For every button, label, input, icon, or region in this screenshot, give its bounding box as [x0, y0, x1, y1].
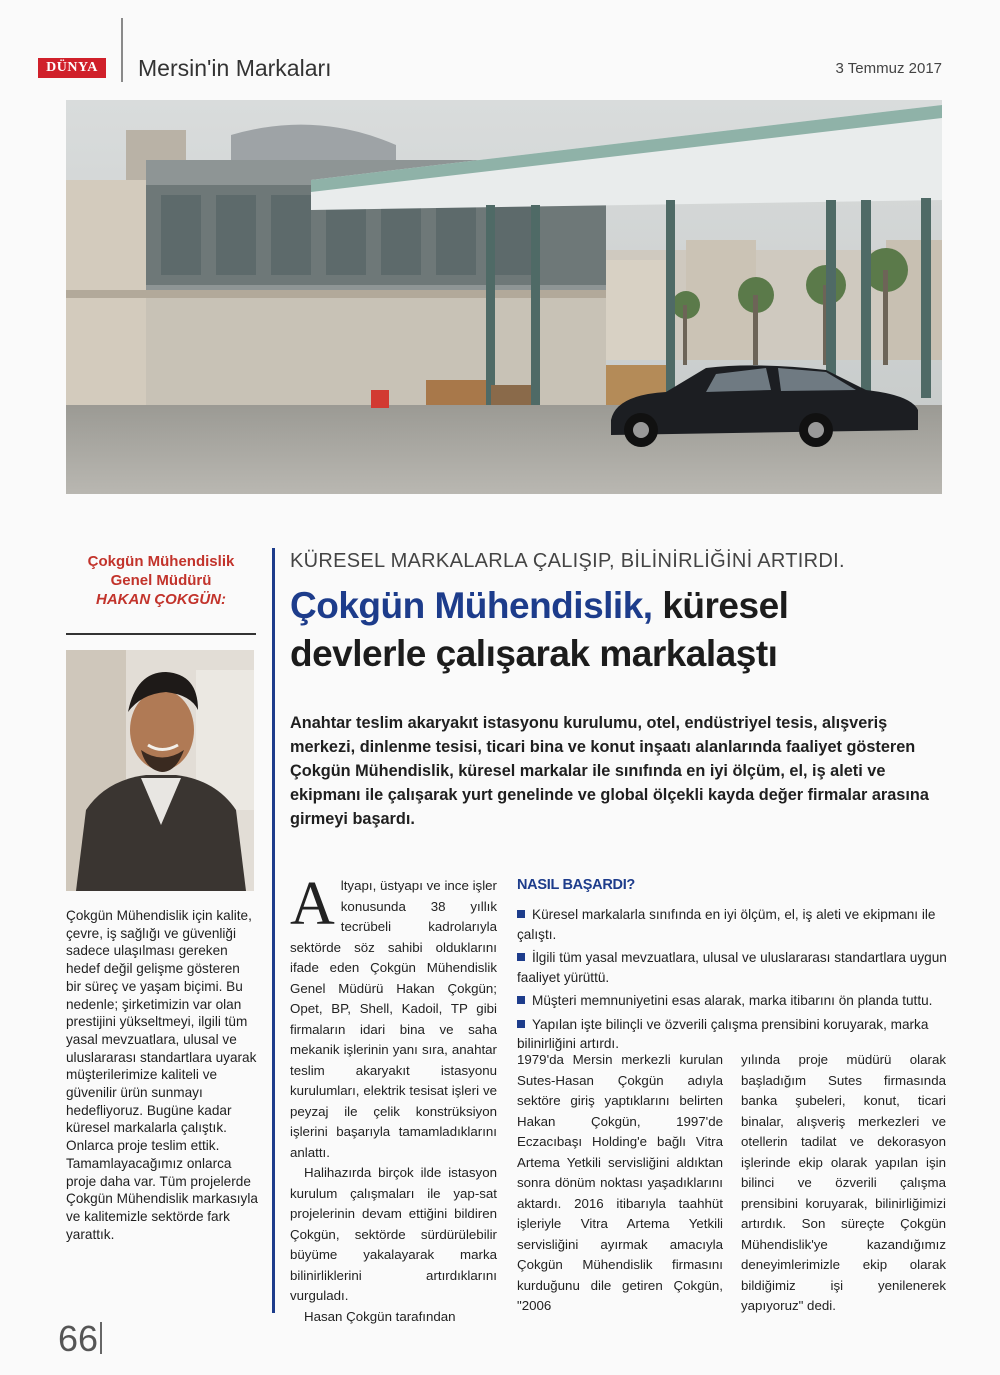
sidebar-heading-person: HAKAN ÇOKGÜN: — [96, 591, 226, 608]
page-number: 66 — [58, 1318, 99, 1359]
newspaper-logo: DÜNYA — [38, 58, 106, 78]
sidebar-heading-company: Çokgün Mühendislik — [87, 553, 235, 570]
info-box-title: NASIL BAŞARDI? — [517, 877, 635, 893]
sidebar-heading — [66, 552, 256, 609]
list-item-text: İlgili tüm yasal mevzuatlara, ulusal ve uluslararası standartlara uygun faaliyet yürüttü. — [517, 950, 947, 985]
list-item — [517, 991, 949, 1011]
portrait-photo — [66, 650, 254, 891]
issue-date: 3 Temmuz 2017 — [835, 60, 942, 77]
list-item — [517, 1015, 949, 1054]
page-number-divider — [100, 1322, 102, 1354]
list-item — [517, 905, 949, 944]
square-bullet-icon — [517, 953, 525, 961]
headline — [290, 582, 950, 678]
paragraph: Halihazırda birçok ilde istasyon kurulum çalışmaları ile yap-sat projelerinin devam ettiğini bildiren Çokgün, sektörde sürdürülebilir büyüme yakalayarak marka bilinirliklerini artırdıklarını vurguladı. — [290, 1165, 497, 1303]
info-box-list — [517, 905, 949, 1058]
column-divider — [272, 548, 275, 1313]
drop-cap: A — [290, 870, 335, 938]
headline-part2: devlerle çalışarak markalaştı — [290, 633, 778, 674]
kicker: KÜRESEL MARKALARLA ÇALIŞIP, BİLİNİRLİĞİNİ ARTIRDI. — [290, 550, 845, 572]
header-divider — [121, 18, 123, 82]
list-item-text: Yapılan işte bilinçli ve özverili çalışma prensibini koruyarak, marka bilinirliğini artırdı. — [517, 1016, 929, 1051]
sidebar-heading-role: Genel Müdürü — [110, 572, 212, 589]
square-bullet-icon — [517, 910, 525, 918]
sidebar-divider — [66, 633, 256, 635]
section-title: Mersin'in Markaları — [138, 55, 332, 81]
paragraph-text: ltyapı, üstyapı ve ince işler konusunda 38 yıllık tecrübeli kadrolarıyla sektörde söz sahibi olduklarını ifade eden Çokgün Mühendislik Genel Müdürü Hakan Çokgün; Opet, BP, Shell, Kadoil, TP gibi firmaların idari bina ve saha mekanik işlerinin yanı sıra, anahtar teslim akaryakıt istasyonu kurulumları, elektrik tesisat işleri ve peyzaj ile çelik konstrüksiyon işlerini başarıyla tamamladıklarını anlattı. — [290, 878, 497, 1160]
sidebar-quote: Çokgün Mühendislik için kalite, çevre, iş sağlığı ve güvenliği sadece ulaşılması gereken hedef değil gelişme gösteren bir süreç ve yaşam biçimi. Bu nedenle; şirketimizin var olan prestijini yükseltmeyi, ilgili tüm yasal mevzuatlara, ulusal ve uluslararası standartlara uyarak müşterilerimize kaliteli ve güvenilir ürün sunmayı hedefliyoruz. Bugüne kadar küresel markalarla çalıştık. Onlarca proje teslim ettik. Tamamlayacağımız onlarca proje daha var. Tüm projelerde Çokgün Mühendislik markasıyla ve kalitemizle sektörde fark yarattık. — [66, 908, 258, 1242]
square-bullet-icon — [517, 996, 525, 1004]
list-item — [517, 948, 949, 987]
article-column-3: yılında proje müdürü olarak başladığım Sutes firmasında banka şubeleri, konut, ticari binalar, alışveriş merkezleri ve otellerin tadilat ve dekorasyon işlerinde ekip olarak yapılan işin bilinci ve özverili çalışma prensibini koruyarak, bilinirliğimizi artırdık. Son süreçte Çokgün Mühendislik'ye kazandığımız deneyimlerimizle ekip olarak bildiğimiz işi yenilenerek yapıyoruz" dedi. — [741, 1052, 946, 1313]
lead-paragraph: Anahtar teslim akaryakıt istasyonu kurulumu, otel, endüstriyel tesis, alışveriş merkezi, dinlenme tesisi, ticari bina ve konut inşaatı alanlarında faaliyet gösteren Çokgün Mühendislik, küresel markalar ile sınıfında en iyi ölçüm, el, iş aleti ve ekipmanı ile çalışarak yurt genelinde ve global ölçekli kayda değer firmalar arasına girmeyi başardı. — [290, 714, 929, 828]
gas-station-construction-photo — [66, 100, 942, 494]
headline-company: Çokgün Mühendislik, — [290, 585, 653, 626]
list-item-text: Küresel markalarla sınıfında en iyi ölçüm, el, iş aleti ve ekipmanı ile çalıştı. — [517, 907, 936, 942]
paragraph: Hasan Çokgün tarafından — [304, 1308, 456, 1324]
square-bullet-icon — [517, 1020, 525, 1028]
article-column-2: 1979'da Mersin merkezli kurulan Sutes-Hasan Çokgün adıyla sektöre giriş yaptıklarını belirten Hakan Çokgün, 1997'de Eczacıbaşı Holding'e bağlı Vitra Artema Yetkili servisliğini aldıktan sonra dönüm noktası yaşadıklarını aktardı. 2016 itibarıyla taahhüt işleriyle Vitra Artema Yetkili servisliğini ayırmak amacıyla Çokgün Mühendislik firmasını kurduğunu dile getiren Çokgün, "2006 — [517, 1052, 723, 1313]
headline-part1: küresel — [652, 585, 789, 626]
paragraph — [290, 870, 497, 1163]
article-column-1 — [290, 870, 497, 1327]
list-item-text: Müşteri memnuniyetini esas alarak, marka itibarını ön planda tuttu. — [532, 993, 933, 1008]
